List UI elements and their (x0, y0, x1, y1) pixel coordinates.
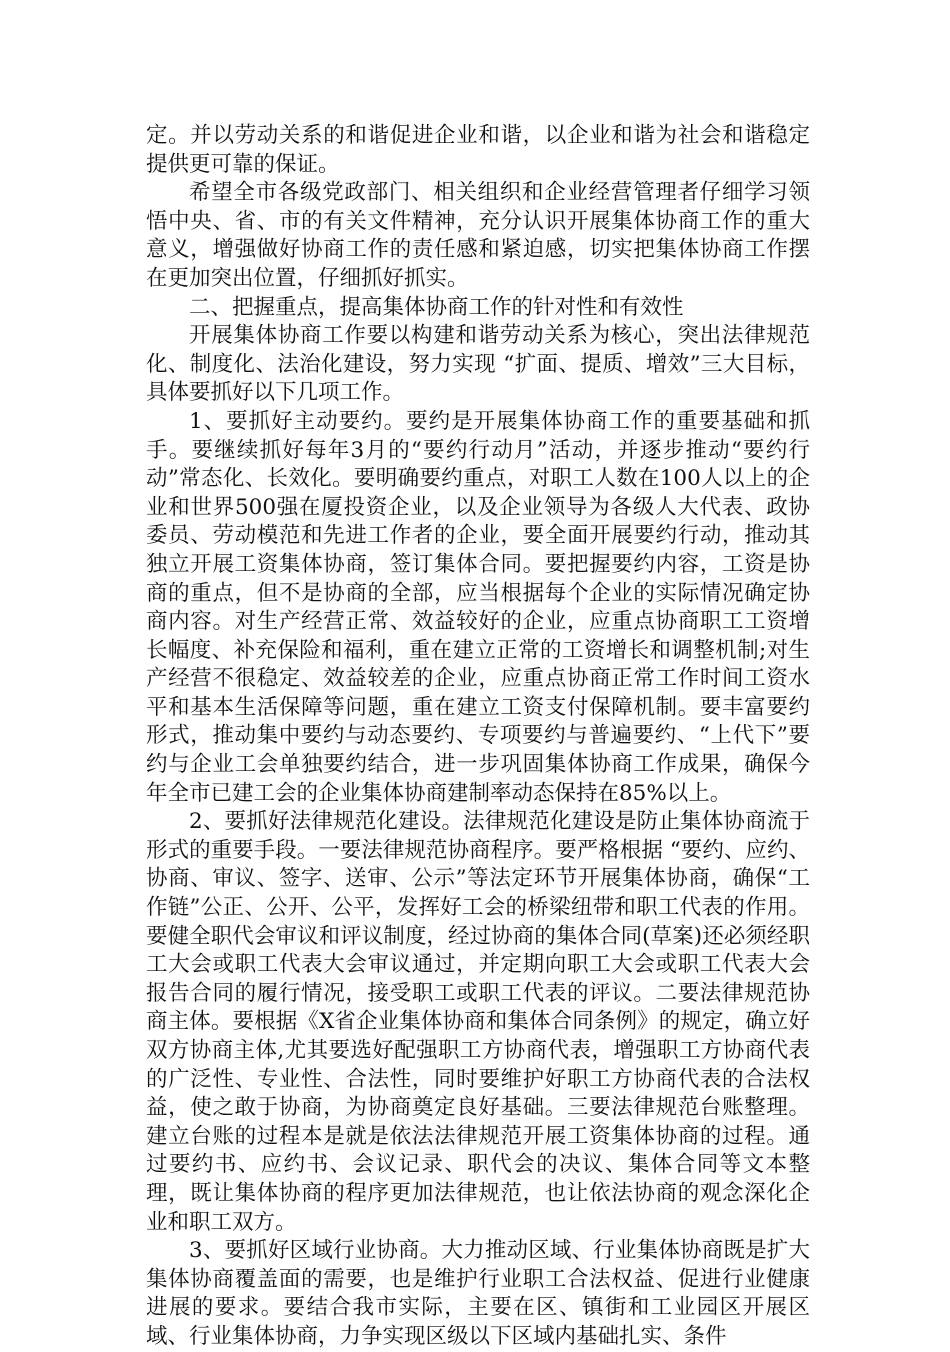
paragraph-7: 3、要抓好区域行业协商。大力推动区域、行业集体协商既是扩大集体协商覆盖面的需要，也是维护行业职工合法权益、促进行业健康进展的要求。要结合我市实际，主要在区、镇街和工业园区开展区域、行业集体协商，力争实现区级以下区域内基础扎实、条件 (146, 1238, 810, 1349)
paragraph-2: 希望全市各级党政部门、相关组织和企业经营管理者仔细学习领悟中央、省、市的有关文件精神，充分认识开展集体协商工作的重大意义，增强做好协商工作的责任感和紧迫感，切实把集体协商工作摆在更加突出位置，仔细抓好抓实。 (146, 180, 810, 291)
paragraph-1: 定。并以劳动关系的和谐促进企业和谐，以企业和谐为社会和谐稳定提供更可靠的保证。 (146, 123, 810, 177)
paragraph-5: 1、要抓好主动要约。要约是开展集体协商工作的重要基础和抓手。要继续抓好每年3月的“要约行动月”活动，并逐步推动“要约行动”常态化、长效化。要明确要约重点，对职工人数在100人以上的企业和世界500强在厦投资企业，以及企业领导为各级人大代表、政协委员、劳动模范和先进工作者的企业，要全面开展要约行动，推动其独立开展工资集体协商，签订集体合同。要把握要约内容，工资是协商的重点，但不是协商的全部，应当根据每个企业的实际情况确定协商内容。对生产经营正常、效益较好的企业，应重点协商职工工资增长幅度、补充保险和福利，重在建立正常的工资增长和调整机制;对生产经营不很稳定、效益较差的企业，应重点协商正常工作时间工资水平和基本生活保障等问题，重在建立工资支付保障机制。要丰富要约形式，推动集中要约与动态要约、专项要约与普遍要约、“上代下”要约与企业工会单独要约结合，进一步巩固集体协商工作成果，确保今年全市已建工会的企业集体协商建制率动态保持在85%以上。 (146, 408, 810, 806)
document-body (146, 122, 810, 1352)
section-heading: 二、把握重点，提高集体协商工作的针对性和有效性 (189, 294, 684, 320)
paragraph-6: 2、要抓好法律规范化建设。法律规范化建设是防止集体协商流于形式的重要手段。一要法律规范协商程序。要严格根据 “要约、应约、协商、审议、签字、送审、公示”等法定环节开展集体协商，确保“工作链”公正、公开、公平，发挥好工会的桥梁纽带和职工代表的作用。要健全职代会审议和评议制度，经过协商的集体合同(草案)还必须经职工大会或职工代表大会审议通过，并定期向职工大会或职工代表大会报告合同的履行情况，接受职工或职工代表的评议。二要法律规范协商主体。要根据《X省企业集体协商和集体合同条例》的规定，确立好双方协商主体,尤其要选好配强职工方协商代表，增强职工方协商代表的广泛性、专业性、合法性，同时要维护好职工方协商代表的合法权益，使之敢于协商，为协商奠定良好基础。三要法律规范台账整理。建立台账的过程本是就是依法法律规范开展工资集体协商的过程。通过要约书、应约书、会议记录、职代会的决议、集体合同等文本整理，既让集体协商的程序更加法律规范，也让依法协商的观念深化企业和职工双方。 (146, 809, 810, 1235)
paragraph-4: 开展集体协商工作要以构建和谐劳动关系为核心，突出法律规范化、制度化、法治化建设，努力实现 “扩面、提质、增效”三大目标，具体要抓好以下几项工作。 (146, 323, 810, 406)
